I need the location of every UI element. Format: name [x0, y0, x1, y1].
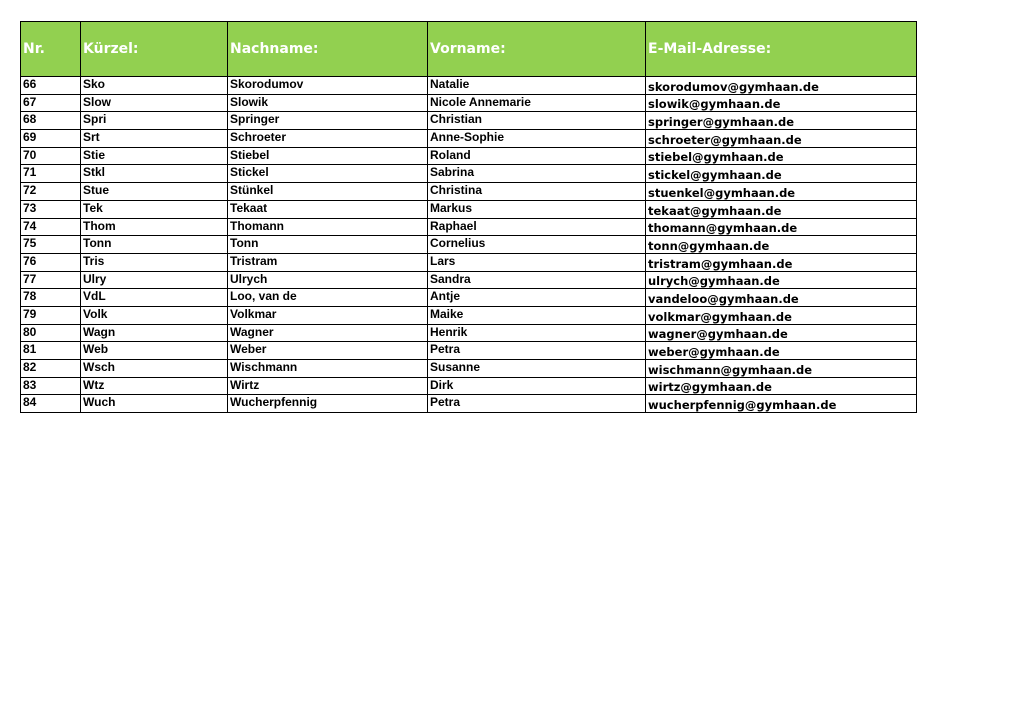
cell-vorname: Markus [428, 200, 646, 218]
cell-nr: 75 [21, 236, 81, 254]
cell-email: schroeter@gymhaan.de [646, 130, 917, 148]
header-kuerzel: Kürzel: [81, 22, 228, 77]
cell-vorname: Lars [428, 253, 646, 271]
cell-kuerzel: Tek [81, 200, 228, 218]
cell-vorname: Dirk [428, 377, 646, 395]
cell-email: tekaat@gymhaan.de [646, 200, 917, 218]
cell-nr: 66 [21, 77, 81, 95]
table-row [21, 377, 917, 395]
cell-vorname: Sabrina [428, 165, 646, 183]
table-row [21, 218, 917, 236]
cell-email: springer@gymhaan.de [646, 112, 917, 130]
table-row [21, 112, 917, 130]
cell-nr: 72 [21, 183, 81, 201]
cell-email: stiebel@gymhaan.de [646, 147, 917, 165]
cell-nachname: Volkmar [228, 306, 428, 324]
cell-email: wirtz@gymhaan.de [646, 377, 917, 395]
table-row [21, 200, 917, 218]
cell-nachname: Stiebel [228, 147, 428, 165]
cell-nachname: Schroeter [228, 130, 428, 148]
cell-nr: 67 [21, 94, 81, 112]
cell-vorname: Susanne [428, 360, 646, 378]
cell-nachname: Wirtz [228, 377, 428, 395]
cell-vorname: Anne-Sophie [428, 130, 646, 148]
cell-email: volkmar@gymhaan.de [646, 306, 917, 324]
header-nr: Nr. [21, 22, 81, 77]
header-email: E-Mail-Adresse: [646, 22, 917, 77]
table-row [21, 183, 917, 201]
cell-nachname: Tristram [228, 253, 428, 271]
cell-nachname: Wagner [228, 324, 428, 342]
cell-kuerzel: Sko [81, 77, 228, 95]
cell-nachname: Loo, van de [228, 289, 428, 307]
cell-nachname: Thomann [228, 218, 428, 236]
cell-nachname: Wischmann [228, 360, 428, 378]
cell-kuerzel: Thom [81, 218, 228, 236]
cell-kuerzel: Tris [81, 253, 228, 271]
cell-nr: 81 [21, 342, 81, 360]
cell-nr: 77 [21, 271, 81, 289]
cell-email: tristram@gymhaan.de [646, 253, 917, 271]
cell-vorname: Natalie [428, 77, 646, 95]
cell-vorname: Sandra [428, 271, 646, 289]
cell-email: slowik@gymhaan.de [646, 94, 917, 112]
table-row [21, 324, 917, 342]
cell-nachname: Stünkel [228, 183, 428, 201]
cell-nachname: Ulrych [228, 271, 428, 289]
cell-vorname: Christina [428, 183, 646, 201]
cell-kuerzel: Wagn [81, 324, 228, 342]
cell-email: stickel@gymhaan.de [646, 165, 917, 183]
cell-email: weber@gymhaan.de [646, 342, 917, 360]
table-row [21, 395, 917, 413]
cell-email: tonn@gymhaan.de [646, 236, 917, 254]
header-row [21, 22, 917, 77]
cell-vorname: Henrik [428, 324, 646, 342]
cell-nr: 74 [21, 218, 81, 236]
cell-email: thomann@gymhaan.de [646, 218, 917, 236]
cell-vorname: Nicole Annemarie [428, 94, 646, 112]
cell-nr: 71 [21, 165, 81, 183]
table-body [21, 77, 917, 413]
cell-nachname: Stickel [228, 165, 428, 183]
cell-email: wagner@gymhaan.de [646, 324, 917, 342]
cell-nr: 68 [21, 112, 81, 130]
cell-nachname: Wucherpfennig [228, 395, 428, 413]
cell-nr: 78 [21, 289, 81, 307]
table-row [21, 289, 917, 307]
table-row [21, 130, 917, 148]
cell-nr: 80 [21, 324, 81, 342]
cell-nachname: Slowik [228, 94, 428, 112]
cell-nr: 84 [21, 395, 81, 413]
cell-nr: 76 [21, 253, 81, 271]
table-header [21, 22, 917, 77]
cell-kuerzel: Wtz [81, 377, 228, 395]
table-row [21, 147, 917, 165]
table-row [21, 165, 917, 183]
cell-kuerzel: Wuch [81, 395, 228, 413]
header-vorname: Vorname: [428, 22, 646, 77]
cell-email: skorodumov@gymhaan.de [646, 77, 917, 95]
table-row [21, 306, 917, 324]
cell-kuerzel: Stie [81, 147, 228, 165]
table-row [21, 271, 917, 289]
cell-vorname: Petra [428, 342, 646, 360]
table-row [21, 342, 917, 360]
cell-kuerzel: Volk [81, 306, 228, 324]
cell-kuerzel: Ulry [81, 271, 228, 289]
cell-nr: 70 [21, 147, 81, 165]
cell-vorname: Raphael [428, 218, 646, 236]
cell-kuerzel: Tonn [81, 236, 228, 254]
table-row [21, 360, 917, 378]
cell-email: stuenkel@gymhaan.de [646, 183, 917, 201]
cell-vorname: Maike [428, 306, 646, 324]
cell-vorname: Petra [428, 395, 646, 413]
cell-vorname: Christian [428, 112, 646, 130]
cell-kuerzel: Web [81, 342, 228, 360]
cell-nr: 73 [21, 200, 81, 218]
cell-nr: 79 [21, 306, 81, 324]
cell-nr: 82 [21, 360, 81, 378]
cell-nachname: Springer [228, 112, 428, 130]
cell-vorname: Roland [428, 147, 646, 165]
table-row [21, 236, 917, 254]
cell-email: wucherpfennig@gymhaan.de [646, 395, 917, 413]
table-row [21, 94, 917, 112]
cell-vorname: Cornelius [428, 236, 646, 254]
cell-kuerzel: Wsch [81, 360, 228, 378]
table-row [21, 77, 917, 95]
cell-kuerzel: VdL [81, 289, 228, 307]
staff-table [20, 21, 917, 413]
cell-nachname: Tonn [228, 236, 428, 254]
cell-nachname: Tekaat [228, 200, 428, 218]
cell-kuerzel: Srt [81, 130, 228, 148]
cell-nachname: Skorodumov [228, 77, 428, 95]
table-row [21, 253, 917, 271]
cell-nr: 69 [21, 130, 81, 148]
cell-vorname: Antje [428, 289, 646, 307]
cell-kuerzel: Spri [81, 112, 228, 130]
header-nachname: Nachname: [228, 22, 428, 77]
cell-nr: 83 [21, 377, 81, 395]
cell-kuerzel: Stkl [81, 165, 228, 183]
cell-kuerzel: Slow [81, 94, 228, 112]
cell-email: vandeloo@gymhaan.de [646, 289, 917, 307]
cell-email: ulrych@gymhaan.de [646, 271, 917, 289]
cell-kuerzel: Stue [81, 183, 228, 201]
cell-nachname: Weber [228, 342, 428, 360]
cell-email: wischmann@gymhaan.de [646, 360, 917, 378]
